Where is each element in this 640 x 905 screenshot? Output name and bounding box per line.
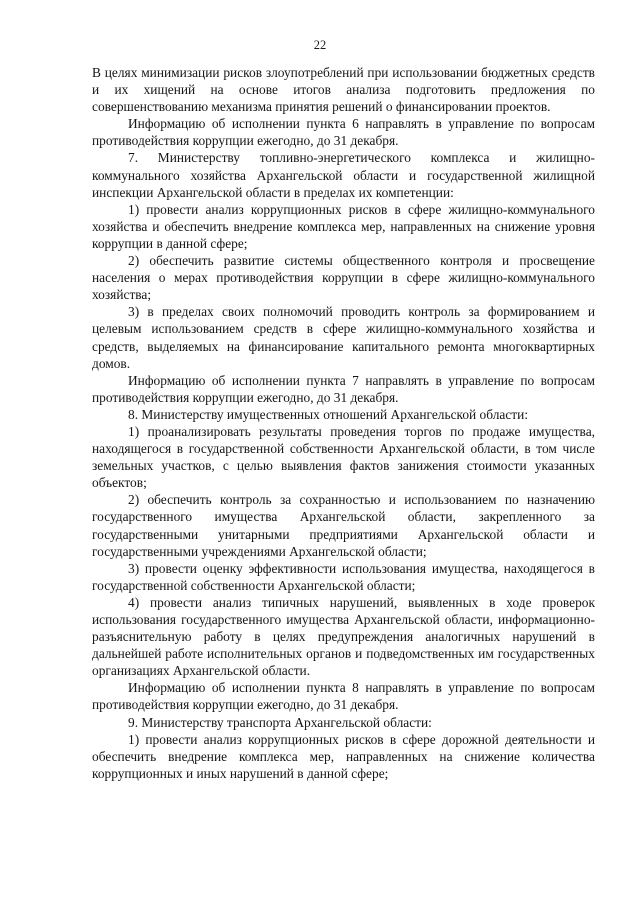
paragraph-item-8-1: 1) проанализировать результаты проведения торгов по продаже имущества, находящегося в государственной собственности Архангельской области, в том числе земельных участков, с целью выявления фактов занижения стоимости указанных объектов; bbox=[92, 423, 595, 491]
paragraph-report-item-7: Информацию об исполнении пункта 7 направлять в управление по вопросам противодействия коррупции ежегодно, до 31 декабря. bbox=[92, 372, 595, 405]
document-body bbox=[92, 64, 595, 782]
paragraph-item-7-1: 1) провести анализ коррупционных рисков в сфере жилищно-коммунального хозяйства и обеспечить внедрение комплекса мер, направленных на снижение уровня коррупции в данной сфере; bbox=[92, 201, 595, 251]
paragraph-item-9-1: 1) провести анализ коррупционных рисков в сфере дорожной деятельности и обеспечить внедрение комплекса мер, направленных на снижение количества коррупционных и иных нарушений в данной сфере; bbox=[92, 731, 595, 781]
paragraph-item-8-4: 4) провести анализ типичных нарушений, выявленных в ходе проверок использования государственного имущества Архангельской области, информационно-разъяснительную работу в целях предупреждения аналогичных нарушений в дальнейшей работе исполнительных органов и подведомственных им государственных организациях Архангельской области. bbox=[92, 594, 595, 679]
paragraph-report-item-8: Информацию об исполнении пункта 8 направлять в управление по вопросам противодействия коррупции ежегодно, до 31 декабря. bbox=[92, 680, 595, 713]
paragraph-item-7-heading: 7. Министерству топливно-энергетического комплекса и жилищно-коммунального хозяйства Архангельской области и государственной жилищной инспекции Архангельской области в пределах их компетенции: bbox=[92, 150, 595, 200]
paragraph-item-7-3: 3) в пределах своих полномочий проводить контроль за формированием и целевым использованием средств в сфере жилищно-коммунального хозяйства и средств, выделяемых на финансирование капитального ремонта многоквартирных домов. bbox=[92, 304, 595, 371]
paragraph-item-8-3: 3) провести оценку эффективности использования имущества, находящегося в государственной собственности Архангельской области; bbox=[92, 560, 595, 593]
paragraph-item-8-2: 2) обеспечить контроль за сохранностью и использованием по назначению государственного имущества Архангельской области, закрепленного за государственными унитарными предприятиями Архангельской области и государственными учреждениями Архангельской области; bbox=[92, 492, 595, 559]
page-number: 22 bbox=[313, 38, 327, 52]
paragraph-item-8-heading: 8. Министерству имущественных отношений Архангельской области: bbox=[128, 406, 529, 422]
paragraph-item-9-heading: 9. Министерству транспорта Архангельской области: bbox=[128, 714, 432, 730]
paragraph-intro: В целях минимизации рисков злоупотреблений при использовании бюджетных средств и их хищений на основе итогов анализа подготовить предложения по совершенствованию механизма принятия решений о финансировании проектов. bbox=[92, 65, 595, 115]
paragraph-report-item-6: Информацию об исполнении пункта 6 направлять в управление по вопросам противодействия коррупции ежегодно, до 31 декабря. bbox=[92, 116, 595, 149]
paragraph-item-7-2: 2) обеспечить развитие системы общественного контроля и просвещение населения о мерах противодействия коррупции в сфере жилищно-коммунального хозяйства; bbox=[92, 253, 595, 303]
